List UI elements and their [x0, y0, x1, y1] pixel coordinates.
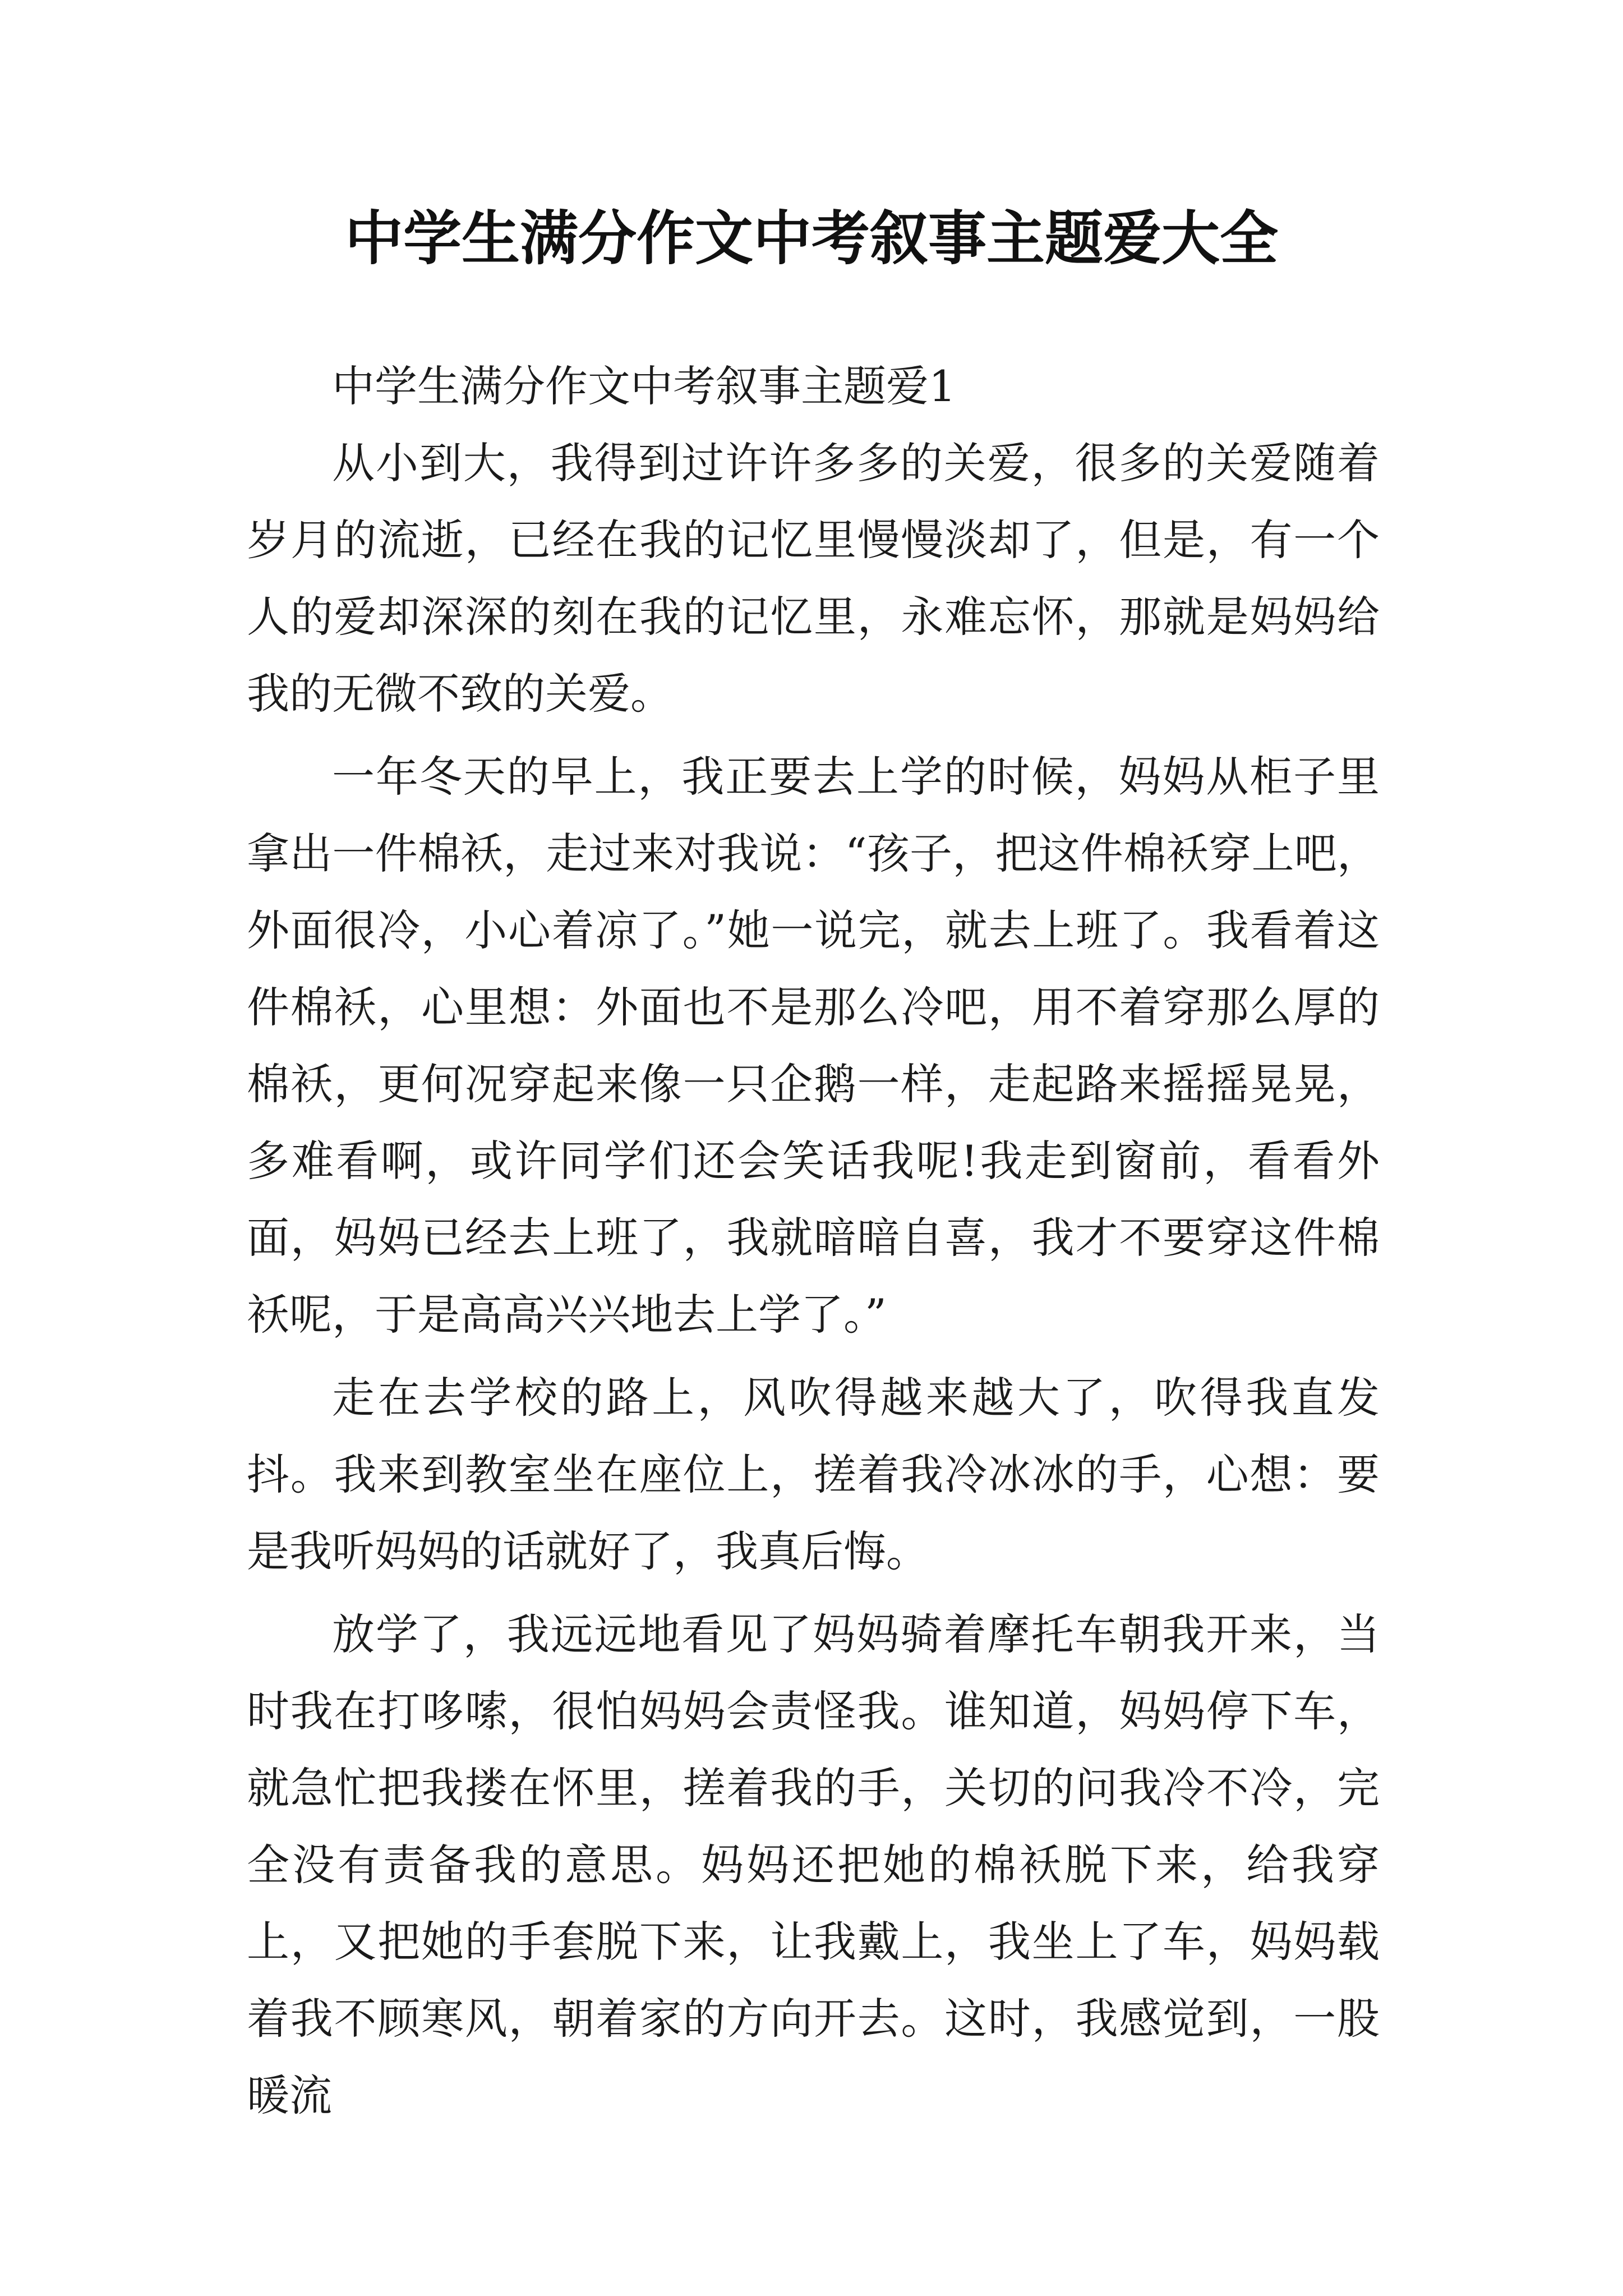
paragraph: 一年冬天的早上，我正要去上学的时候，妈妈从柜子里拿出一件棉袄，走过来对我说：“孩子，把这件棉袄穿上吧，外面很冷，小心着凉了。”她一说完，就去上班了。我看着这件棉袄，心里想：外面也不是那么冷吧，用不着穿那么厚的棉袄，更何况穿起来像一只企鹅一样，走起路来摇摇晃晃，多难看啊，或许同学们还会笑话我呢!我走到窗前，看看外面，妈妈已经去上班了，我就暗暗自喜，我才不要穿这件棉袄呢，于是高高兴兴地去上学了。” [247, 752, 1380, 1340]
paragraph: 放学了，我远远地看见了妈妈骑着摩托车朝我开来，当时我在打哆嗦，很怕妈妈会责怪我。谁知道，妈妈停下车，就急忙把我搂在怀里，搓着我的手，关切的问我冷不冷，完全没有责备我的意思。妈妈还把她的棉袄脱下来，给我穿上，又把她的手套脱下来，让我戴上，我坐上了车，妈妈载着我不顾寒风，朝着家的方向开去。这时，我感觉到，一股暖流 [247, 1609, 1380, 2120]
document-body [247, 348, 1380, 2134]
section-heading: 中学生满分作文中考叙事主题爱1 [332, 361, 956, 411]
paragraph: 从小到大，我得到过许许多多的关爱，很多的关爱随着岁月的流逝，已经在我的记忆里慢慢淡却了，但是，有一个人的爱却深深的刻在我的记忆里，永难忘怀，那就是妈妈给我的无微不致的关爱。 [247, 438, 1380, 719]
document-title: 中学生满分作文中考叙事主题爱大全 [344, 204, 1278, 273]
paragraph: 走在去学校的路上，风吹得越来越大了，吹得我直发抖。我来到教室坐在座位上，搓着我冷冰冰的手，心想：要是我听妈妈的话就好了，我真后悔。 [247, 1373, 1380, 1576]
